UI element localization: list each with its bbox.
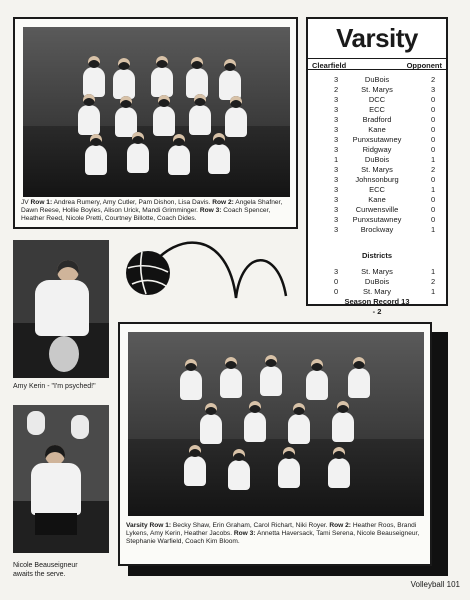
opponent-score: 1 bbox=[431, 185, 436, 194]
opponent-name: Ridgway bbox=[362, 145, 392, 154]
clearfield-score: 3 bbox=[334, 75, 339, 84]
score-row bbox=[308, 215, 446, 225]
scoreboard-header bbox=[308, 58, 446, 70]
opponent-name: St. Marys bbox=[361, 85, 393, 94]
opponent-name: DuBois bbox=[364, 75, 390, 84]
opponent-score: 1 bbox=[431, 267, 436, 276]
opponent-score: 0 bbox=[431, 145, 436, 154]
clearfield-score: 3 bbox=[334, 115, 339, 124]
opponent-name: Punxsutawney bbox=[352, 215, 402, 224]
clearfield-score: 0 bbox=[334, 277, 339, 286]
page-footer: Volleyball 101 bbox=[410, 580, 460, 589]
score-row bbox=[308, 95, 446, 105]
opponent-score: 1 bbox=[431, 155, 436, 164]
opponent-score: 0 bbox=[431, 125, 436, 134]
opponent-name: Bradford bbox=[362, 115, 392, 124]
opponent-score: 2 bbox=[431, 277, 436, 286]
opponent-name: St. Mary bbox=[363, 287, 391, 296]
varsity-team-caption: Varsity Row 1: Becky Shaw, Erin Graham, Carol Richart, Niki Royer. Row 2: Heather Roos, Brandi Lykens, Amy Kerin, Heather Jacobs. Row 3: Annetta Haversack, Tami Serena, Nicole Beauseigneur, Stephanie Warfield, Coach Kim Bloom. bbox=[126, 522, 420, 546]
opponent-score: 2 bbox=[431, 75, 436, 84]
clearfield-score: 3 bbox=[334, 185, 339, 194]
amy-kerin-caption: Amy Kerin - "I'm psyched!" bbox=[13, 383, 96, 390]
jv-team-caption: JV Row 1: Andrea Rumery, Amy Cutler, Pam Dishon, Lisa Davis. Row 2: Angela Shafner, Dawn Reese, Hollie Boyles, Alison Urick, Mandi Grimminger. Row 3: Coach Spencer, Heather Reed, Nicole Pretti, Courtney Billotte, Coach Dides. bbox=[21, 199, 283, 223]
opponent-name: Brockway bbox=[360, 225, 394, 234]
opponent-score: 0 bbox=[431, 95, 436, 104]
opponent-score: 1 bbox=[431, 287, 436, 296]
opponent-score: 0 bbox=[431, 105, 436, 114]
opponent-score: 0 bbox=[431, 115, 436, 124]
varsity-scoreboard bbox=[306, 17, 448, 316]
score-row bbox=[308, 135, 446, 145]
score-row bbox=[308, 105, 446, 115]
opponent-score: 0 bbox=[431, 205, 436, 214]
score-row bbox=[308, 165, 446, 175]
opponent-name: Kane bbox=[368, 125, 386, 134]
clearfield-score: 3 bbox=[334, 175, 339, 184]
districts-label: Districts bbox=[361, 251, 392, 260]
clearfield-score: 3 bbox=[334, 165, 339, 174]
opponent-name: Curwensville bbox=[355, 205, 399, 214]
score-row bbox=[308, 287, 446, 297]
clearfield-score: 3 bbox=[334, 95, 339, 104]
opponent-name: Punxsutawney bbox=[352, 135, 402, 144]
clearfield-score: 3 bbox=[334, 195, 339, 204]
score-row bbox=[308, 155, 446, 165]
score-row bbox=[308, 85, 446, 95]
amy-kerin-photo bbox=[13, 240, 109, 378]
score-row bbox=[308, 175, 446, 185]
opponent-score: 1 bbox=[431, 225, 436, 234]
score-row bbox=[308, 277, 446, 287]
opponent-score: 0 bbox=[431, 195, 436, 204]
opponent-name: St. Marys bbox=[361, 267, 393, 276]
clearfield-score: 3 bbox=[334, 145, 339, 154]
opponent-name: DuBois bbox=[364, 155, 390, 164]
score-row bbox=[308, 225, 446, 235]
season-record-losses: - 2 bbox=[372, 307, 382, 316]
score-row bbox=[308, 75, 446, 85]
nicole-beauseigneur-photo bbox=[13, 405, 109, 553]
opponent-score: 0 bbox=[431, 215, 436, 224]
opponent-score: 0 bbox=[431, 175, 436, 184]
opponent-name: ECC bbox=[369, 185, 385, 194]
opponent-name: ECC bbox=[369, 105, 385, 114]
header-clearfield: Clearfield bbox=[312, 61, 347, 70]
score-row bbox=[308, 185, 446, 195]
jv-team-photo-frame bbox=[13, 17, 298, 229]
opponent-name: DuBois bbox=[364, 277, 390, 286]
score-row bbox=[308, 205, 446, 215]
clearfield-score: 3 bbox=[334, 267, 339, 276]
clearfield-score: 3 bbox=[334, 205, 339, 214]
score-row bbox=[308, 115, 446, 125]
score-row bbox=[308, 125, 446, 135]
clearfield-score: 3 bbox=[334, 215, 339, 224]
score-row bbox=[308, 267, 446, 277]
clearfield-score: 0 bbox=[334, 287, 339, 296]
varsity-team-photo bbox=[128, 332, 424, 516]
opponent-score: 0 bbox=[431, 135, 436, 144]
clearfield-score: 3 bbox=[334, 125, 339, 134]
volleyball-icon bbox=[126, 251, 170, 295]
clearfield-score: 2 bbox=[334, 85, 339, 94]
jv-team-photo bbox=[23, 27, 290, 197]
opponent-name: St. Marys bbox=[361, 165, 393, 174]
season-record: Season Record 13 bbox=[344, 297, 410, 306]
score-row bbox=[308, 145, 446, 155]
nicole-beauseigneur-caption: Nicole Beauseigneur awaits the serve. bbox=[13, 562, 78, 578]
clearfield-score: 3 bbox=[334, 105, 339, 114]
clearfield-score: 1 bbox=[334, 155, 339, 164]
clearfield-score: 3 bbox=[334, 225, 339, 234]
varsity-team-photo-frame bbox=[118, 322, 432, 566]
score-row bbox=[308, 195, 446, 205]
volleyball-bounce-graphic bbox=[118, 238, 308, 318]
opponent-name: Johnsonburg bbox=[355, 175, 399, 184]
opponent-score: 3 bbox=[431, 85, 436, 94]
clearfield-score: 3 bbox=[334, 135, 339, 144]
header-opponent: Opponent bbox=[406, 61, 442, 70]
opponent-name: DCC bbox=[368, 95, 386, 104]
varsity-title: Varsity bbox=[336, 23, 418, 53]
opponent-score: 2 bbox=[431, 165, 436, 174]
opponent-name: Kane bbox=[368, 195, 386, 204]
